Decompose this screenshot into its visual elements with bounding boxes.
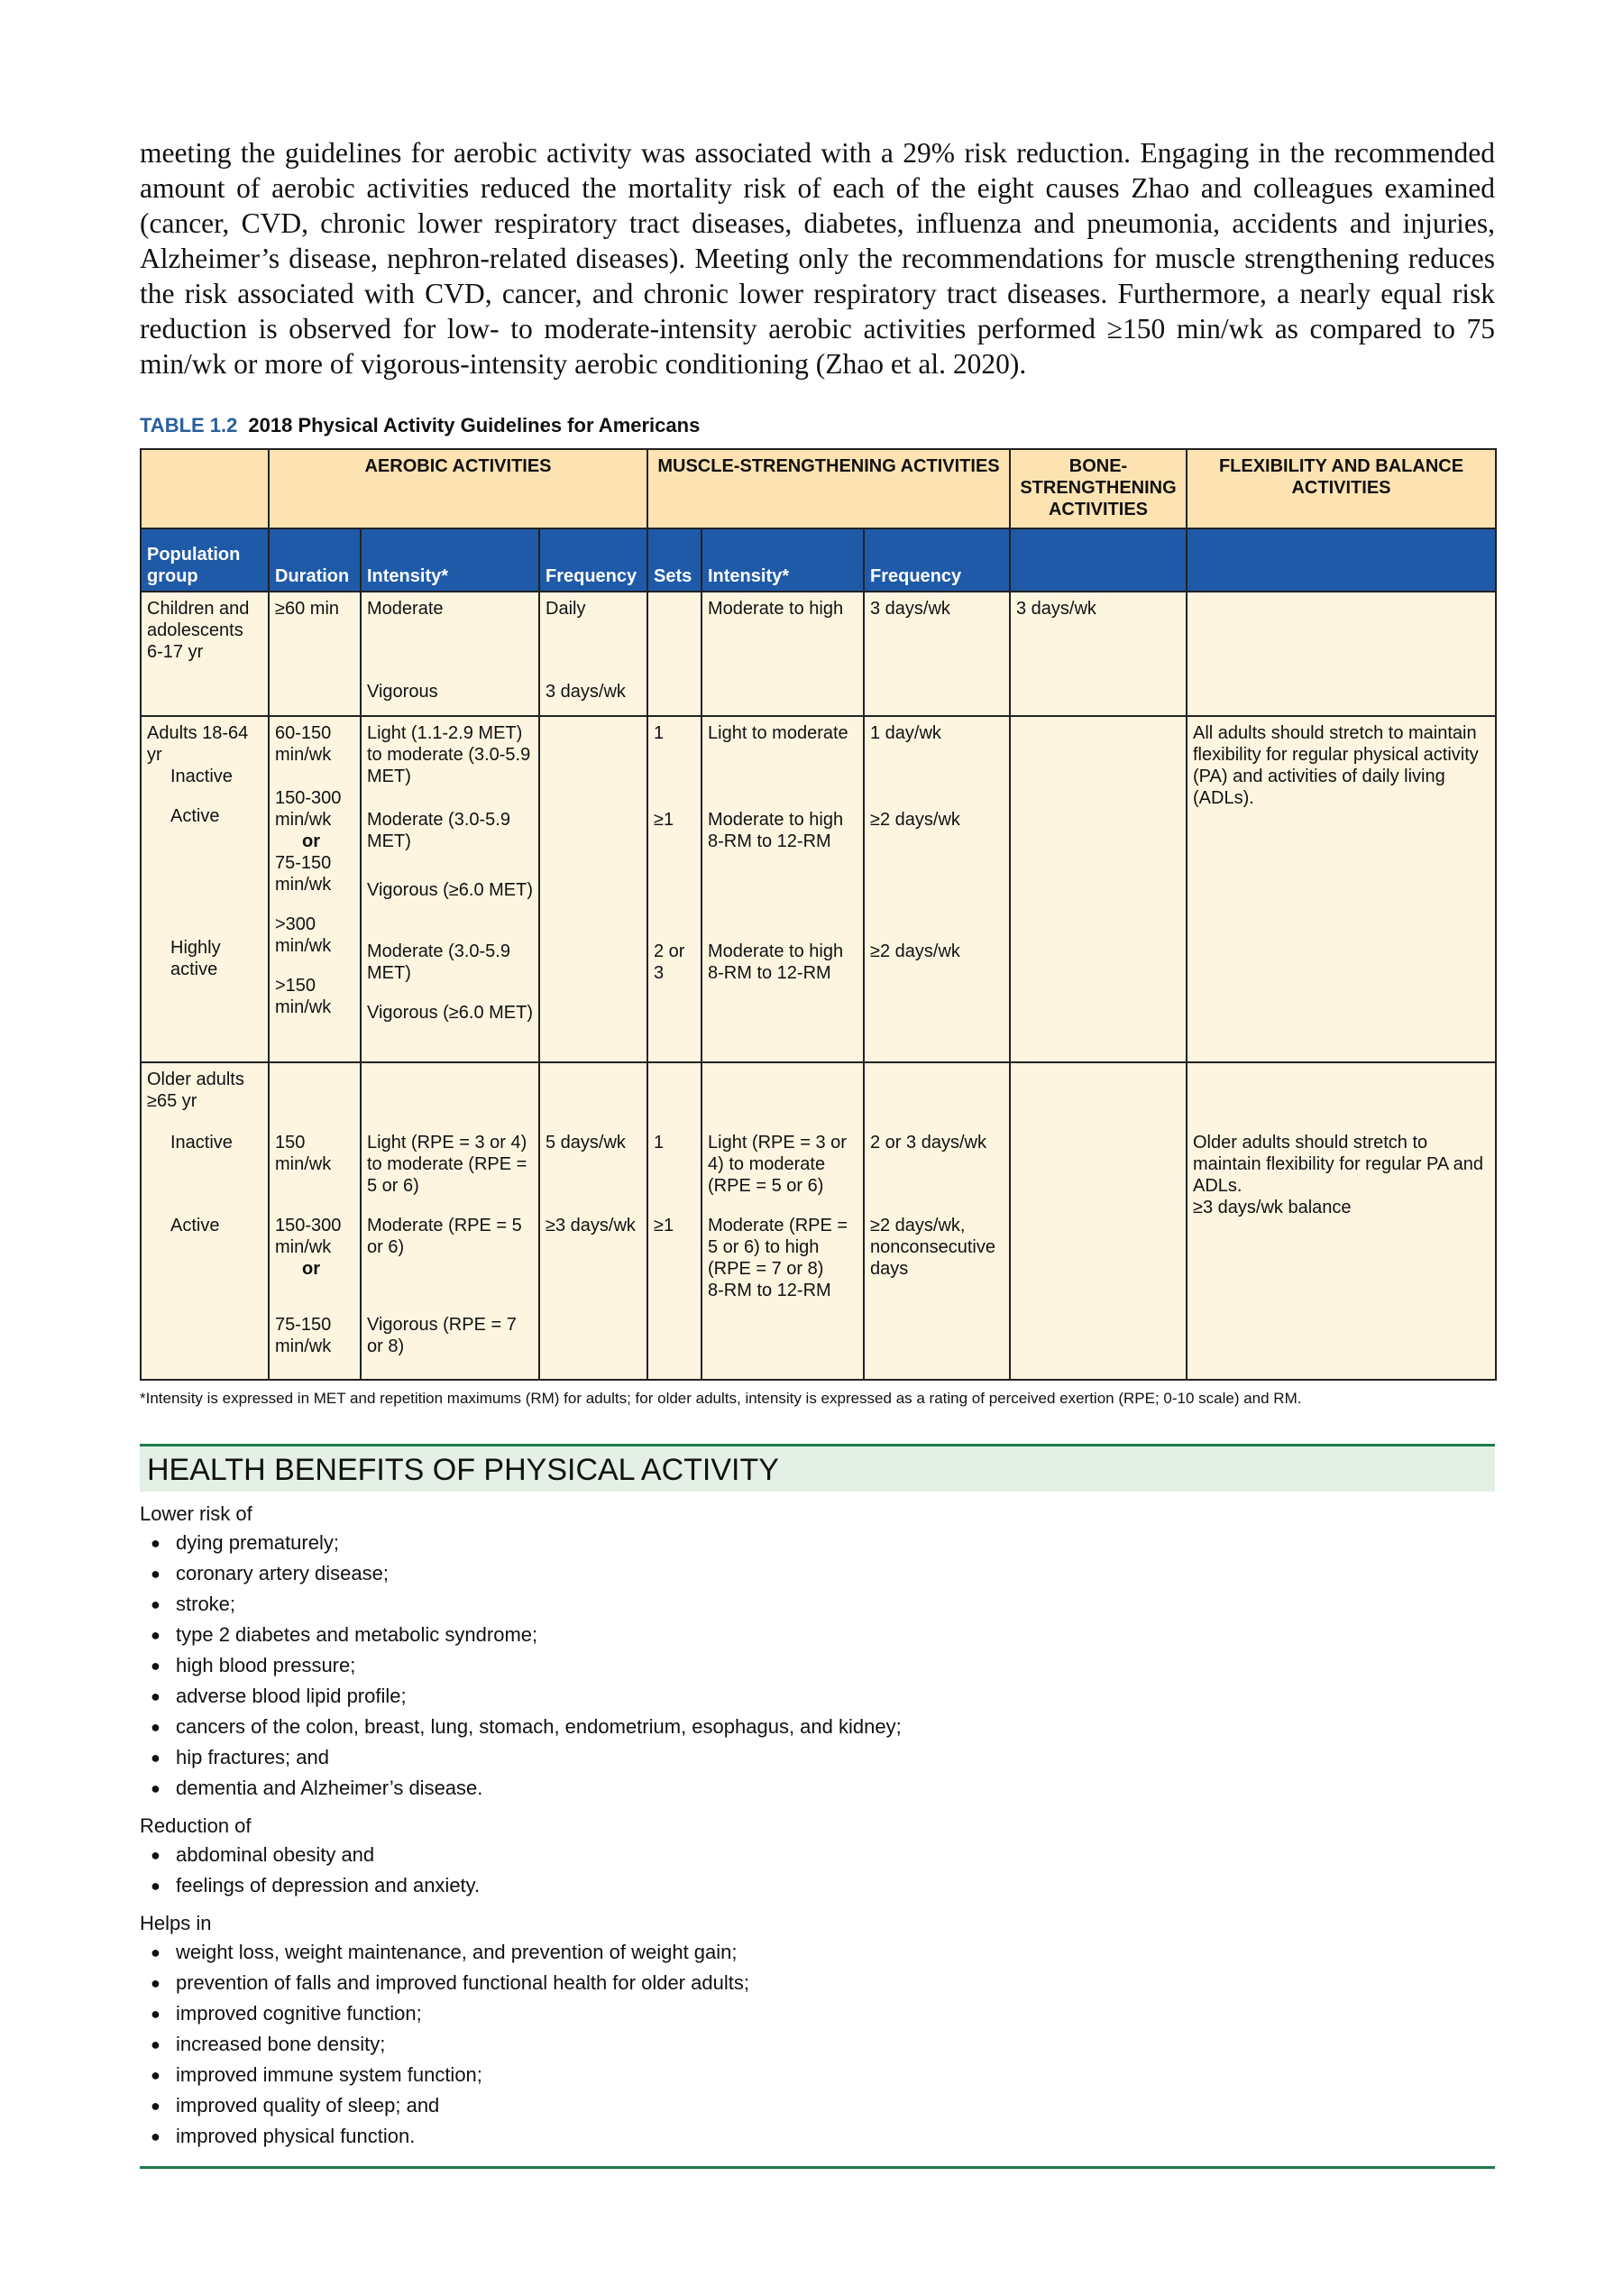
older-a-sets: ≥1	[654, 1216, 674, 1235]
table-title: 2018 Physical Activity Guidelines for Americans	[248, 414, 701, 436]
list-item: ● cancers of the colon, breast, lung, stomach, endometrium, esophagus, and kidney;	[140, 1712, 1495, 1742]
list-item: ● dying prematurely;	[140, 1528, 1495, 1558]
list-item: ● improved immune system function;	[140, 2060, 1495, 2090]
list-item: ● hip fractures; and	[140, 1742, 1495, 1773]
list-item: ● high blood pressure;	[140, 1650, 1495, 1681]
older-a-intensity-2: Vigorous (RPE = 7 or 8)	[367, 1315, 517, 1356]
bone-header: BONE-STRENGTHENING ACTIVITIES	[1010, 449, 1187, 528]
older-in-intensity: Light (RPE = 3 or 4) to moderate (RPE = 5 or 6)	[367, 1133, 527, 1196]
older-a-m-intensity: Moderate (RPE = 5 or 6) to high (RPE = 7 or 8)	[708, 1216, 848, 1279]
children-duration: ≥60 min	[275, 599, 340, 619]
adults-h-intensity-2: Vigorous (≥6.0 MET)	[367, 1003, 534, 1023]
col-duration: Duration	[269, 528, 361, 592]
older-a-frequency: ≥3 days/wk	[546, 1216, 636, 1235]
reduction-label: Reduction of	[140, 1814, 252, 1837]
adults-in-duration: 60-150 min/wk	[275, 723, 332, 765]
benefits-heading: HEALTH BENEFITS OF PHYSICAL ACTIVITY	[140, 1444, 1495, 1492]
older-active-label: Active	[170, 1216, 220, 1235]
bottom-rule	[140, 2166, 1495, 2169]
header-blank	[141, 449, 269, 528]
adults-in-m-frequency: 1 day/wk	[870, 723, 941, 743]
helps-list	[140, 1937, 1495, 2152]
list-item: ● adverse blood lipid profile;	[140, 1681, 1495, 1712]
adults-or: or	[302, 831, 320, 851]
list-item: ● prevention of falls and improved functional health for older adults;	[140, 1968, 1495, 1998]
children-intensity-2: Vigorous	[367, 682, 438, 702]
adults-a-m-frequency: ≥2 days/wk	[870, 810, 960, 830]
older-a-duration-2: 75-150 min/wk	[275, 1315, 332, 1356]
adults-a-intensity-2: Vigorous (≥6.0 MET)	[367, 880, 534, 900]
list-item: ● improved physical function.	[140, 2121, 1495, 2152]
children-group: Children and adolescents 6-17 yr	[147, 599, 250, 662]
older-in-sets: 1	[654, 1133, 665, 1153]
col-flex-blank	[1187, 528, 1496, 592]
adults-h-m-frequency: ≥2 days/wk	[870, 941, 960, 961]
adults-a-sets: ≥1	[654, 810, 674, 830]
older-or: or	[302, 1259, 320, 1279]
guidelines-table	[140, 448, 1497, 1381]
adults-in-sets: 1	[654, 723, 665, 743]
page	[140, 135, 1495, 2169]
column-header-row	[141, 528, 1496, 592]
older-group: Older adults ≥65 yr	[147, 1070, 244, 1111]
children-m-intensity: Moderate to high	[708, 599, 844, 619]
adults-a-rm: 8-RM to 12-RM	[708, 831, 831, 851]
col-population: Population group	[141, 528, 269, 592]
adults-highly-label: Highly active	[170, 938, 221, 979]
list-item: ● abdominal obesity and	[140, 1840, 1495, 1870]
adults-a-intensity-1: Moderate (3.0-5.9 MET)	[367, 810, 510, 851]
list-item: ● type 2 diabetes and metabolic syndrome;	[140, 1620, 1495, 1650]
list-item: ● dementia and Alzheimer’s disease.	[140, 1773, 1495, 1804]
lower-risk-label: Lower risk of	[140, 1502, 252, 1525]
adults-in-intensity: Light (1.1-2.9 MET) to moderate (3.0-5.9 MET)	[367, 723, 531, 786]
list-item: ● increased bone density;	[140, 2029, 1495, 2060]
older-inactive-label: Inactive	[170, 1133, 233, 1153]
adults-in-m-intensity: Light to moderate	[708, 723, 848, 743]
reduction-list	[140, 1840, 1495, 1901]
children-frequency-1: Daily	[546, 599, 586, 619]
list-item: ● feelings of depression and anxiety.	[140, 1870, 1495, 1901]
aerobic-header: AEROBIC ACTIVITIES	[269, 449, 647, 528]
adults-h-m-intensity: Moderate to high	[708, 941, 844, 961]
adults-h-intensity-1: Moderate (3.0-5.9 MET)	[367, 941, 510, 983]
table-row-adults	[141, 716, 1496, 1062]
list-item: ● coronary artery disease;	[140, 1558, 1495, 1589]
children-frequency-2: 3 days/wk	[546, 682, 626, 702]
table-number: TABLE 1.2	[140, 414, 238, 436]
list-item: ● weight loss, weight maintenance, and prevention of weight gain;	[140, 1937, 1495, 1968]
children-bone: 3 days/wk	[1016, 599, 1096, 619]
adults-h-sets: 2 or 3	[654, 941, 685, 983]
older-flex-1: Older adults should stretch to maintain flexibility for regular PA and ADLs.	[1193, 1133, 1484, 1196]
intro-paragraph: meeting the guidelines for aerobic activity was associated with a 29% risk reduction. Engaging in the recommended amount of aerobic activities reduced the mortality risk of each of the eight causes Zhao and colleagues examined (cancer, CVD, chronic lower respiratory tract diseases, diabetes, influenza and pneumonia, accidents and injuries, Alzheimer’s disease, nephron-related diseases). Meeting only the recommendations for muscle strengthening reduces the risk associated with CVD, cancer, and chronic lower respiratory tract diseases. Furthermore, a nearly equal risk reduction is observed for low- to moderate-intensity aerobic activities performed ≥150 min/wk as compared to 75 min/wk or more of vigorous-intensity aerobic conditioning (Zhao et al. 2020).	[140, 137, 1495, 380]
table-caption	[140, 414, 1495, 437]
adults-h-duration-1: >300 min/wk	[275, 914, 332, 956]
col-m-frequency: Frequency	[864, 528, 1010, 592]
col-intensity: Intensity*	[361, 528, 539, 592]
adults-h-duration-2: >150 min/wk	[275, 976, 332, 1017]
table-row-children	[141, 592, 1496, 716]
col-frequency: Frequency	[539, 528, 647, 592]
adults-group: Adults 18-64 yr	[147, 723, 249, 765]
adults-h-rm: 8-RM to 12-RM	[708, 963, 831, 983]
list-item: ● improved quality of sleep; and	[140, 2090, 1495, 2121]
flex-header: FLEXIBILITY AND BALANCE ACTIVITIES	[1187, 449, 1496, 528]
older-a-rm: 8-RM to 12-RM	[708, 1281, 831, 1300]
older-in-m-intensity: Light (RPE = 3 or 4) to moderate (RPE = 5 or 6)	[708, 1133, 847, 1196]
table-row-older	[141, 1062, 1496, 1380]
adults-flex: All adults should stretch to maintain flexibility for regular physical activity (PA) and activities of daily living (ADLs).	[1193, 723, 1479, 808]
lower-risk-list	[140, 1528, 1495, 1804]
adults-inactive-label: Inactive	[170, 767, 233, 786]
group-header-row	[141, 449, 1496, 528]
col-bone-blank	[1010, 528, 1187, 592]
adults-active-label: Active	[170, 806, 220, 826]
adults-a-duration-1: 150-300 min/wk	[275, 788, 342, 830]
older-flex-2: ≥3 days/wk balance	[1193, 1198, 1352, 1217]
children-m-frequency: 3 days/wk	[870, 599, 950, 619]
helps-label: Helps in	[140, 1912, 212, 1934]
older-a-m-frequency: ≥2 days/wk, nonconsecutive days	[870, 1216, 995, 1279]
older-in-duration: 150 min/wk	[275, 1133, 332, 1174]
adults-a-duration-2: 75-150 min/wk	[275, 853, 332, 895]
col-m-intensity: Intensity*	[701, 528, 864, 592]
adults-a-m-intensity: Moderate to high	[708, 810, 844, 830]
list-item: ● stroke;	[140, 1589, 1495, 1620]
muscle-header: MUSCLE-STRENGTHENING ACTIVITIES	[647, 449, 1010, 528]
children-intensity-1: Moderate	[367, 599, 444, 619]
table-footnote: *Intensity is expressed in MET and repetition maximums (RM) for adults; for older adults, intensity is expressed as a rating of perceived exertion (RPE; 0-10 scale) and RM.	[140, 1390, 1302, 1407]
older-a-duration-1: 150-300 min/wk	[275, 1216, 342, 1257]
older-in-frequency: 5 days/wk	[546, 1133, 626, 1153]
col-sets: Sets	[647, 528, 701, 592]
list-item: ● improved cognitive function;	[140, 1998, 1495, 2029]
older-in-m-frequency: 2 or 3 days/wk	[870, 1133, 986, 1153]
older-a-intensity-1: Moderate (RPE = 5 or 6)	[367, 1216, 522, 1257]
